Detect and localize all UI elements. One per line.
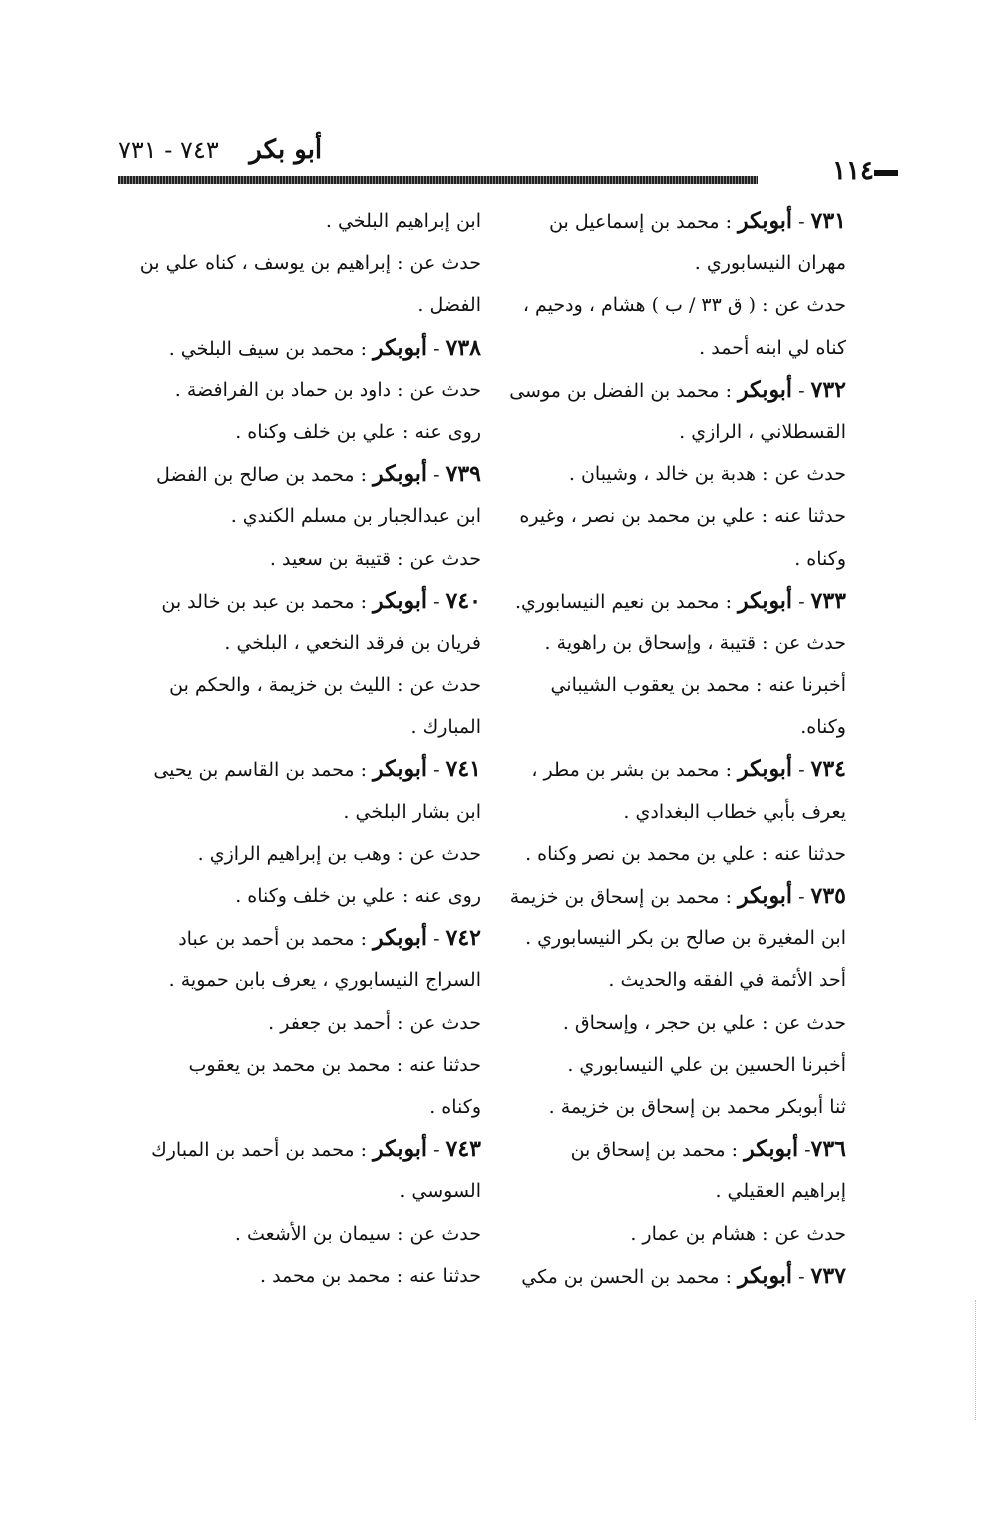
entry-kunya: أبوبكر (738, 756, 793, 783)
entry-heading-line (131, 917, 481, 959)
entry-text: : محمد بن القاسم بن يحيى (153, 759, 374, 782)
entry-text: : محمد بن بشر بن مطر ، (531, 759, 739, 782)
entry-dash: - (427, 464, 446, 487)
text-line: أخبرنا الحسين بن علي النيسابوري . (567, 1053, 846, 1076)
entry-text: : محمد بن صالح بن الفضل (155, 464, 374, 487)
text-line: مهران النيسابوري . (694, 252, 846, 275)
text-line: أخبرنا عنه : محمد بن يعقوب الشيباني (550, 674, 846, 697)
text-line: المبارك . (410, 716, 481, 739)
text-line: إبراهيم العقيلي . (715, 1180, 846, 1203)
entry-dash: - (792, 1265, 811, 1288)
text-line: وكناه . (794, 547, 846, 570)
entry-number: ٧٣٥ (810, 883, 846, 909)
text-line: ابن إبراهيم البلخي . (325, 210, 481, 232)
text-line: كناه لي ابنه أحمد . (699, 336, 846, 359)
text-line: أحد الأئمة في الفقه والحديث . (608, 969, 846, 992)
text-line: حدثنا عنه : علي بن محمد بن نصر ، وغيره (519, 505, 846, 528)
entry-number: ٧٣٢ (810, 376, 846, 403)
entry-heading-line (131, 580, 481, 622)
entry-dash: - (427, 759, 446, 782)
entry-text: : محمد بن إسحاق بن خزيمة (509, 886, 739, 908)
entry-dash: - (792, 886, 811, 908)
entry-range: ٧٤٣ - ٧٣١ (118, 136, 219, 164)
text-line: يعرف بأبي خطاب البغدادي . (623, 800, 846, 823)
entry-number: ٧٣٤ (810, 756, 846, 783)
entry-heading-line (131, 453, 481, 495)
entry-text: : محمد بن إسحاق بن (570, 1139, 745, 1162)
entry-text: : محمد بن الفضل بن موسى (509, 379, 739, 402)
text-line: ابن عبدالجبار بن مسلم الكندي . (230, 505, 481, 528)
entry-heading-line (501, 748, 846, 790)
entry-dash: - (427, 1139, 446, 1162)
text-line: حدث عن : أحمد بن جعفر . (268, 1011, 481, 1034)
entry-number: ٧٣٧ (810, 1262, 846, 1289)
text-line: ثنا أبوبكر محمد بن إسحاق بن خزيمة . (548, 1095, 846, 1118)
text-line: حدث عن : ( ق ٣٣ / ب ) هشام ، ودحيم ، (522, 294, 846, 317)
entry-kunya: أبوبكر (373, 1136, 428, 1163)
entry-dash: - (427, 928, 446, 951)
header-rule (118, 176, 758, 184)
entry-dash: - (792, 759, 811, 782)
entry-heading-line (131, 1128, 481, 1170)
entry-kunya: أبوبكر (738, 587, 793, 614)
text-line: وكناه. (800, 716, 846, 739)
entry-heading-line (131, 327, 481, 369)
text-line: فريان بن فرقد النخعي ، البلخي . (224, 631, 481, 654)
text-line: ابن المغيرة بن صالح بن بكر النيسابوري . (525, 927, 846, 950)
text-line: حدث عن : داود بن حماد بن الفرافضة . (174, 378, 481, 401)
entry-kunya: أبوبكر (738, 1262, 793, 1289)
entry-dash: - (427, 337, 446, 360)
entry-text: : محمد بن أحمد بن المبارك (151, 1139, 374, 1162)
entry-dash: - (792, 590, 811, 613)
text-line: ابن بشار البلخي . (343, 800, 481, 823)
entry-heading-line (131, 748, 481, 790)
entry-number: ٧٤١ (445, 756, 481, 783)
running-title: أبو بكر (249, 135, 323, 165)
entry-number: ٧٣٨ (445, 334, 481, 361)
entry-heading-line (501, 369, 846, 411)
text-line: حدث عن : وهب بن إبراهيم الرازي . (197, 842, 481, 865)
entry-kunya: أبوبكر (738, 883, 793, 909)
entry-dash: - (427, 590, 446, 613)
right-column (501, 200, 846, 1297)
entry-kunya: أبوبكر (738, 376, 793, 403)
entry-heading-line (501, 200, 846, 242)
entry-text: : محمد بن أحمد بن عباد (178, 928, 374, 951)
text-line: وكناه . (429, 1095, 481, 1118)
entry-kunya: أبوبكر (744, 1136, 799, 1163)
entry-dash: - (792, 379, 811, 402)
text-line: القسطلاني ، الرازي . (679, 420, 846, 443)
entry-text: : محمد بن الحسن بن مكي (521, 1265, 739, 1288)
text-line: حدث عن : إبراهيم بن يوسف ، كناه علي بن (139, 252, 481, 275)
entry-text: : محمد بن سيف البلخي . (168, 337, 374, 360)
entry-kunya: أبوبكر (373, 334, 428, 361)
text-line: حدثنا عنه : محمد بن محمد . (259, 1264, 481, 1287)
text-line: حدث عن : قتيبة ، وإسحاق بن راهوية . (544, 631, 846, 654)
entry-number: ٧٤٢ (445, 925, 481, 952)
entry-heading-line (501, 875, 846, 917)
entry-kunya: أبوبكر (373, 756, 428, 783)
entry-number: ٧٤٣ (445, 1136, 481, 1163)
text-line: حدث عن : سيمان بن الأشعث . (234, 1222, 481, 1245)
margin-dots (974, 1300, 976, 1420)
entry-text: : محمد بن نعيم النيسابوري. (514, 590, 739, 613)
entry-number: ٧٣٣ (810, 587, 846, 614)
text-line: السوسي . (399, 1180, 481, 1203)
text-line: روى عنه : علي بن خلف وكناه . (235, 885, 481, 907)
entry-number: ٧٤٠ (445, 587, 481, 614)
entry-heading-line (501, 1128, 846, 1170)
text-line: حدثنا عنه : محمد بن محمد بن يعقوب (188, 1053, 481, 1076)
text-line: السراج النيسابوري ، يعرف بابن حموية . (168, 969, 481, 992)
entry-kunya: أبوبكر (373, 587, 428, 614)
page-number: ١١٤ (832, 156, 874, 186)
entry-text: : محمد بن إسماعيل بن (549, 211, 739, 233)
entry-number: ٧٣٩ (445, 461, 481, 488)
entry-heading-line (501, 580, 846, 622)
left-column (131, 200, 481, 1297)
running-header (118, 134, 322, 166)
entry-dash: - (798, 1139, 811, 1162)
entry-number: ٧٣١ (810, 208, 846, 234)
entry-heading-line (501, 1255, 846, 1297)
entry-number: ٧٣٦ (810, 1136, 846, 1163)
entry-kunya: أبوبكر (373, 461, 428, 488)
entry-text: : محمد بن عبد بن خالد بن (161, 590, 374, 613)
text-line: حدث عن : هدبة بن خالد ، وشيبان . (568, 463, 846, 486)
text-line: حدث عن : علي بن حجر ، وإسحاق . (562, 1011, 846, 1034)
header-ornament (874, 170, 898, 176)
text-line: حدثنا عنه : علي بن محمد بن نصر وكناه . (525, 842, 846, 865)
entry-dash: - (792, 211, 811, 233)
entry-kunya: أبوبكر (373, 925, 428, 952)
text-line: حدث عن : الليث بن خزيمة ، والحكم بن (169, 674, 481, 697)
text-line: حدث عن : هشام بن عمار . (630, 1222, 846, 1245)
text-line: حدث عن : قتيبة بن سعيد . (269, 547, 481, 570)
text-line: روى عنه : علي بن خلف وكناه . (235, 420, 481, 443)
entry-kunya: أبوبكر (738, 208, 793, 234)
text-line: الفضل . (417, 294, 481, 317)
